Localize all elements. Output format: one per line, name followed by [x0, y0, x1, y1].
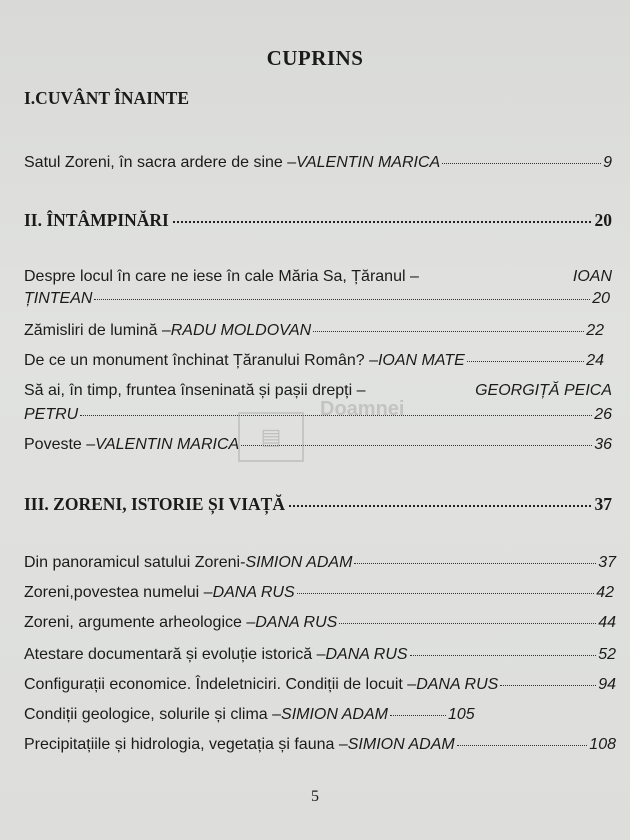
toc-entry-6: [24, 434, 612, 456]
toc-entry-12: [24, 704, 475, 726]
section-page: 37: [594, 494, 612, 514]
entry-author: VALENTIN MARICA: [296, 154, 441, 171]
dot-leader: [297, 593, 595, 594]
entry-title: Zămisliri de lumină –: [24, 322, 171, 339]
section-label: III. ZORENI, ISTORIE ȘI VIAȚĂ: [24, 494, 285, 514]
dot-leader: [390, 715, 446, 716]
dot-leader: [94, 299, 590, 300]
toc-entry-3: [24, 320, 604, 342]
entry-page: 24: [586, 352, 604, 369]
entry-author: VALENTIN MARICA: [95, 436, 240, 453]
toc-entry-4: [24, 350, 604, 372]
dot-leader: [173, 221, 591, 223]
watermark-book-icon: ▤: [238, 412, 304, 462]
entry-author: SIMION ADAM: [245, 554, 353, 571]
entry-page: 94: [598, 676, 616, 693]
toc-entry-8: [24, 582, 614, 604]
entry-title: De ce un monument închinat Țăranului Român? –: [24, 352, 378, 369]
entry-author: DANA RUS: [255, 614, 338, 631]
toc-entry-11: [24, 674, 616, 696]
dot-leader: [467, 361, 584, 362]
entry-page: 44: [598, 614, 616, 631]
entry-page: 9: [603, 154, 612, 171]
toc-entry-2: [24, 266, 612, 288]
toc-entry-5-cont: [24, 404, 612, 426]
entry-author: DANA RUS: [212, 584, 295, 601]
dot-leader: [500, 685, 596, 686]
entry-page: 20: [592, 290, 610, 307]
entry-author: RADU MOLDOVAN: [170, 322, 312, 339]
toc-entry-2-cont: [24, 288, 610, 310]
entry-page: 22: [586, 322, 604, 339]
entry-title: Precipitațiile și hidrologia, vegetația și fauna –: [24, 736, 348, 753]
dot-leader: [289, 505, 591, 507]
entry-page: 37: [598, 554, 616, 571]
entry-author: PETRU: [24, 406, 79, 423]
section-label: I.CUVÂNT ÎNAINTE: [24, 88, 189, 108]
entry-title: Să ai, în timp, fruntea înseninată și pașii drepți –: [24, 382, 366, 399]
entry-page: 26: [594, 406, 612, 423]
entry-title: Condiții geologice, solurile și clima –: [24, 706, 282, 723]
entry-page: 52: [598, 646, 616, 663]
dot-leader: [442, 163, 601, 164]
section-heading-2: [24, 210, 612, 231]
entry-author: GEORGIȚĂ PEICA: [475, 382, 612, 399]
entry-author: IOAN MATE: [377, 352, 465, 369]
entry-title: Zoreni,povestea numelui –: [24, 584, 213, 601]
entry-author: SIMION ADAM: [347, 736, 455, 753]
watermark-text: Doamnei: [320, 398, 405, 420]
entry-title: Din panoramicul satului Zoreni-: [24, 554, 246, 571]
entry-page: 108: [589, 736, 616, 753]
dot-leader: [313, 331, 584, 332]
entry-page: 105: [447, 706, 475, 723]
page-title: CUPRINS: [266, 46, 364, 70]
toc-entry-5: [24, 380, 612, 402]
dot-leader: [354, 563, 596, 564]
entry-page: 42: [596, 584, 614, 601]
dot-leader: [457, 745, 588, 746]
toc-entry-13: [24, 734, 616, 756]
section-heading-1: [24, 88, 189, 109]
entry-author: DANA RUS: [416, 676, 499, 693]
dot-leader: [410, 655, 597, 656]
entry-author: SIMION ADAM: [281, 706, 388, 723]
section-heading-3: [24, 494, 612, 515]
entry-author: DANA RUS: [325, 646, 408, 663]
toc-entry-10: [24, 644, 616, 666]
entry-page: 36: [594, 436, 612, 453]
entry-author: IOAN: [572, 268, 612, 285]
entry-title: Satul Zoreni, în sacra ardere de sine –: [24, 154, 297, 171]
entry-title: Poveste –: [24, 436, 96, 453]
dot-leader: [339, 623, 596, 624]
toc-entry-7: [24, 552, 616, 574]
toc-entry-9: [24, 612, 616, 634]
entry-title: Zoreni, argumente arheologice –: [24, 614, 256, 631]
toc-entry-1: [24, 152, 612, 174]
entry-title: Despre locul în care ne iese în cale Măria Sa, Țăranul –: [24, 268, 419, 285]
section-page: 20: [594, 210, 612, 230]
entry-author: ȚINTEAN: [24, 290, 93, 307]
entry-title: Configurații economice. Îndeletniciri. Condiții de locuit –: [24, 676, 417, 693]
section-label: II. ÎNTÂMPINĂRI: [24, 210, 169, 230]
page-number: 5: [311, 788, 319, 805]
entry-title: Atestare documentară și evoluție istorică –: [24, 646, 326, 663]
